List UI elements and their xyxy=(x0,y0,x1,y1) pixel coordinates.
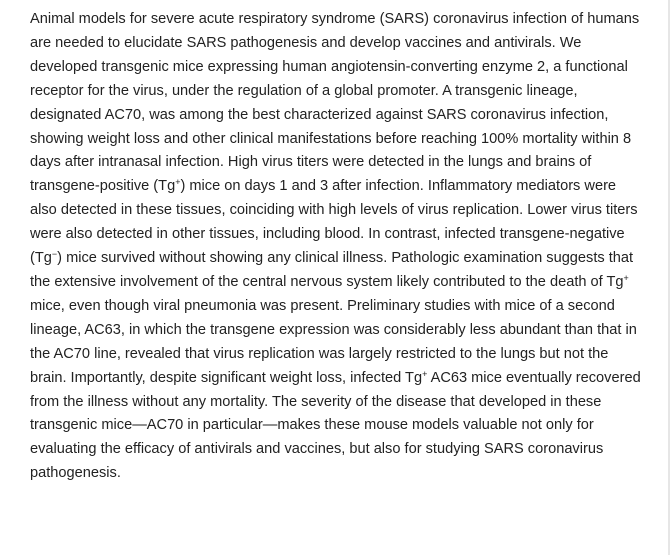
abstract-line: receptor for the virus, under the regulation of a global promoter. A transgenic lineage, xyxy=(30,82,578,99)
abstract-line: showing weight loss and other clinical manifestations before reaching 100% mortality within 8 xyxy=(30,130,632,147)
superscript-minus: − xyxy=(51,249,58,260)
abstract-line: were also detected in other tissues, including blood. In contrast, infected transgene-negative xyxy=(30,226,625,243)
abstract-line: evaluating the efficacy of antivirals and vaccines, but also for studying SARS coronavirus xyxy=(30,441,604,458)
superscript-plus: + xyxy=(175,177,181,188)
abstract-line xyxy=(30,271,660,295)
abstract-text xyxy=(30,8,660,486)
abstract-line: transgenic mice—AC70 in particular—makes these mouse models valuable not only for xyxy=(30,417,594,434)
abstract-text-segment: AC63 mice eventually recovered xyxy=(427,369,641,386)
abstract-line: also detected in these tissues, coinciding with high levels of virus replication. Lower virus titers xyxy=(30,202,638,219)
abstract-line xyxy=(30,247,660,271)
abstract-text-segment: transgene-positive (Tg xyxy=(30,178,176,195)
abstract-text-segment: ) mice on days 1 and 3 after infection. Inflammatory mediators were xyxy=(180,178,617,195)
abstract-line: Animal models for severe acute respiratory syndrome (SARS) coronavirus infection of humans xyxy=(30,11,640,27)
abstract-text-segment: brain. Importantly, despite significant weight loss, infected Tg xyxy=(30,369,423,386)
abstract-line: are needed to elucidate SARS pathogenesis and develop vaccines and antivirals. We xyxy=(30,34,582,51)
abstract-line xyxy=(30,367,660,391)
abstract-line: designated AC70, was among the best characterized against SARS coronavirus infection, xyxy=(30,106,609,123)
abstract-line xyxy=(30,175,660,199)
superscript-plus: + xyxy=(422,368,428,379)
abstract-text-segment: the extensive involvement of the central nervous system likely contributed to the death of Tg xyxy=(30,273,624,290)
superscript-plus: + xyxy=(623,272,629,283)
abstract-line: mice, even though viral pneumonia was present. Preliminary studies with mice of a second xyxy=(30,297,615,314)
abstract-line: lineage, AC63, in which the transgene expression was considerably less abundant than that in xyxy=(30,321,637,338)
abstract-line: days after intranasal infection. High virus titers were detected in the lungs and brains of xyxy=(30,154,592,171)
abstract-line: pathogenesis. xyxy=(30,465,121,482)
abstract-line: developed transgenic mice expressing human angiotensin-converting enzyme 2, a functional xyxy=(30,58,628,75)
abstract-line: from the illness without any mortality. The severity of the disease that developed in these xyxy=(30,393,602,410)
abstract-text-segment: (Tg xyxy=(30,250,52,267)
abstract-text-segment: ) mice survived without showing any clinical illness. Pathologic examination suggests that xyxy=(57,250,634,267)
abstract-line: the AC70 line, revealed that virus replication was largely restricted to the lungs but not the xyxy=(30,345,609,362)
